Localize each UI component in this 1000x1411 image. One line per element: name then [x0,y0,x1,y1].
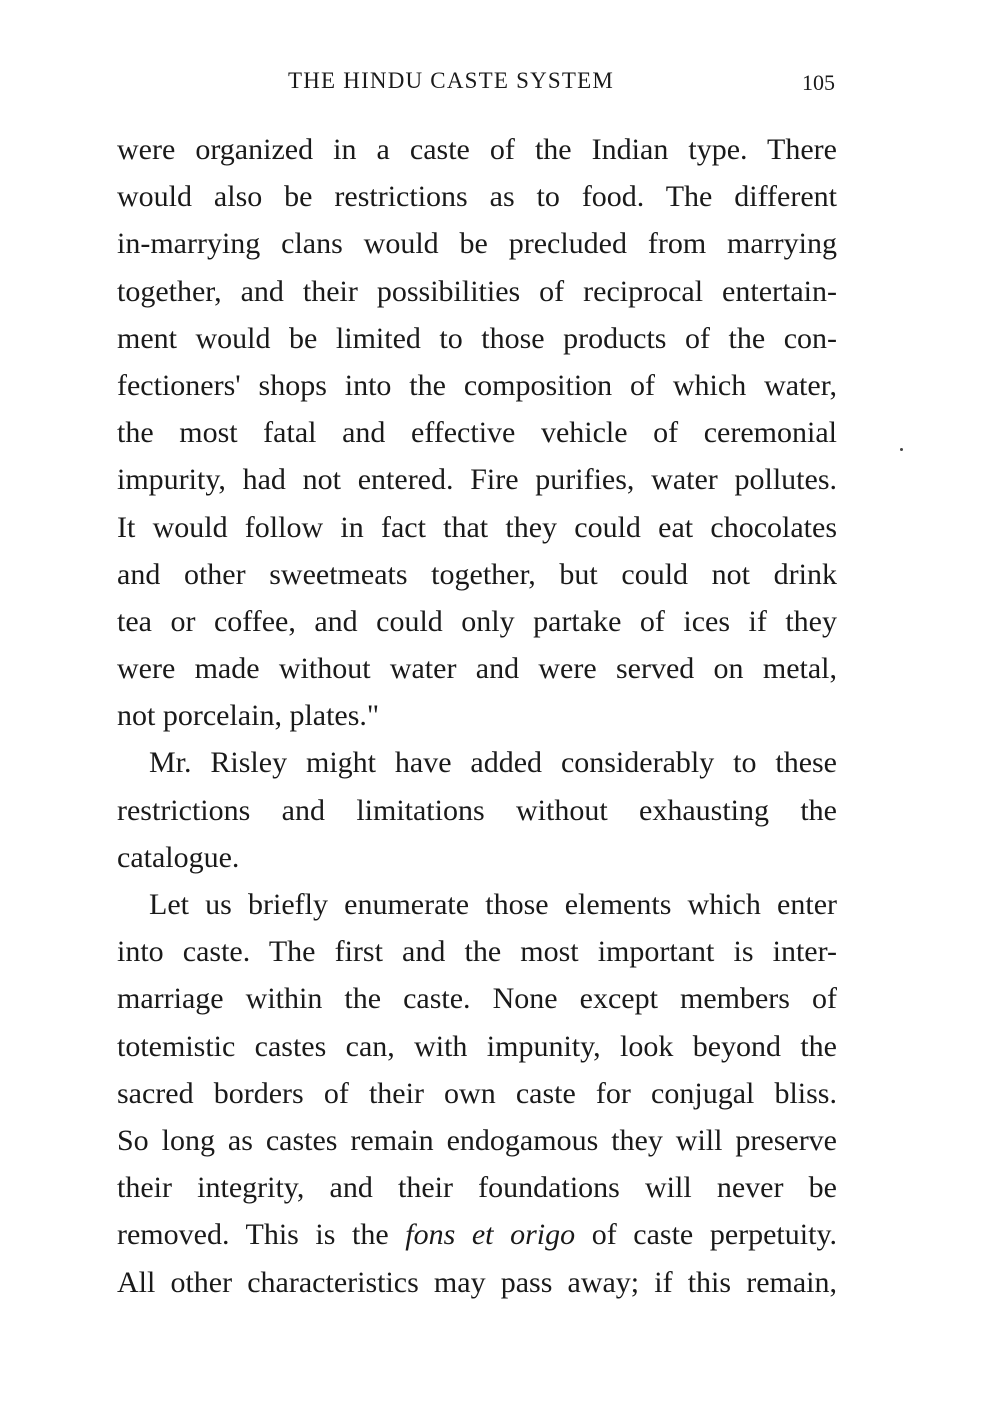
text-line: totemistic castes can, with impunity, look beyond the [117,1029,837,1063]
text-line: sacred borders of their own caste for conjugal bliss. [117,1076,837,1110]
text-line: catalogue. [117,840,240,874]
text-line: Let us briefly enumerate those elements which enter [149,888,837,921]
line-segment: of caste perpetuity. [575,1218,837,1252]
text-line: would also be restrictions as to food. The different [117,180,837,214]
text-line: fectioners' shops into the composition of which water, [117,368,837,402]
text-line: and other sweetmeats together, but could not drink [117,557,837,591]
page-number: 105 [802,70,835,95]
text-line: together, and their possibilities of reciprocal entertain- [117,274,837,308]
paragraph-risley [117,739,837,881]
body-text [117,126,837,1306]
text-line: in-marrying clans would be precluded from marrying [117,227,837,261]
text-line: tea or coffee, and could only partake of ices if they [117,604,837,638]
text-line-with-italic [117,1211,837,1258]
text-line: All other characteristics may pass away; if this remain, [117,1265,837,1299]
text-line: were made without water and were served on metal, [117,652,837,686]
text-line: Mr. Risley might have added considerably to these [149,746,837,780]
paragraph-quote-continuation [117,126,837,739]
text-line: It would follow in fact that they could eat chocolates [117,510,837,544]
print-speck [900,448,903,451]
running-head-title: THE HINDU CASTE SYSTEM [288,68,615,93]
text-line: So long as castes remain endogamous they will preserve [117,1123,837,1157]
text-line: ment would be limited to those products of the con- [117,321,837,355]
text-line: not porcelain, plates." [117,699,380,733]
text-line: their integrity, and their foundations will never be [117,1171,837,1205]
text-line: into caste. The first and the most important is inter- [117,935,837,969]
latin-phrase: fons et origo [405,1218,576,1252]
paragraph-elements-of-caste [117,881,837,1306]
running-head [0,68,1000,100]
text-line: restrictions and limitations without exhausting the [117,793,837,827]
text-line: impurity, had not entered. Fire purifies, water pollutes. [117,463,837,497]
text-line: marriage within the caste. None except members of [117,982,837,1016]
line-segment: removed. This is the [117,1218,406,1252]
text-line: the most fatal and effective vehicle of ceremonial [117,416,837,450]
text-line: were organized in a caste of the Indian type. There [117,133,837,166]
